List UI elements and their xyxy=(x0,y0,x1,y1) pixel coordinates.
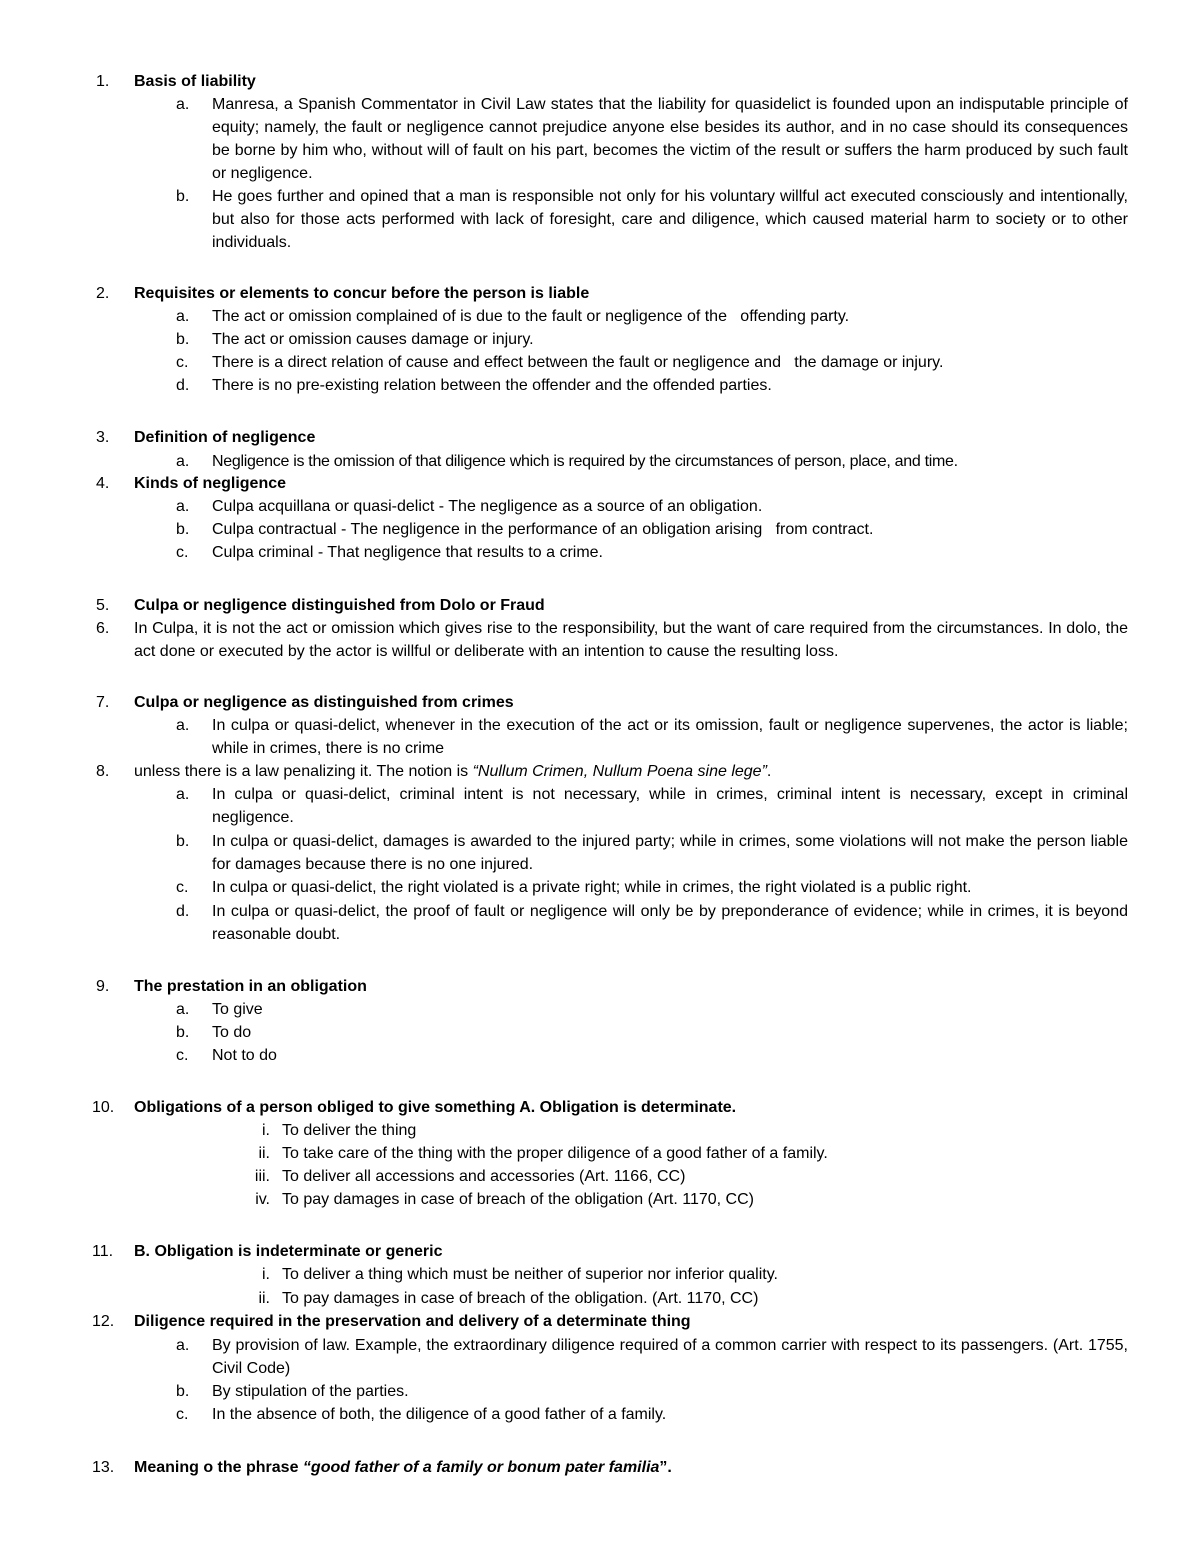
section-heading: Diligence required in the preservation and delivery of a determinate thing xyxy=(134,1313,691,1330)
item-marker: b. xyxy=(176,833,190,850)
item-text: There is no pre-existing relation between the offender and the offended parties. xyxy=(212,377,772,394)
item-text: The act or omission causes damage or injury. xyxy=(212,331,534,348)
section-number: 2. xyxy=(96,285,110,302)
section-number: 8. xyxy=(96,763,110,780)
item-text: Negligence is the omission of that diligence which is required by the circumstances of person, place, and time. xyxy=(212,453,958,470)
item-marker: a. xyxy=(176,453,190,470)
item-text: In culpa or quasi-delict, whenever in the execution of the act or its omission, fault or negligence supervenes, the actor is liable; while in crimes, there is no crime xyxy=(212,717,1128,757)
item-text: In the absence of both, the diligence of a good father of a family. xyxy=(212,1406,667,1423)
section-heading: B. Obligation is indeterminate or generic xyxy=(134,1243,443,1260)
item-marker: c. xyxy=(176,544,189,561)
latin-phrase: “good father of a family or bonum pater familia xyxy=(302,1459,660,1476)
item-marker: iv. xyxy=(255,1191,270,1208)
item-marker: c. xyxy=(176,354,189,371)
item-text: By provision of law. Example, the extraordinary diligence required of a common carrier with respect to its passengers. (Art. 1755, Civil Code) xyxy=(212,1337,1128,1377)
item-marker: a. xyxy=(176,1001,190,1018)
item-text: The act or omission complained of is due to the fault or negligence of the offending party. xyxy=(212,308,850,325)
section-text xyxy=(134,760,1128,783)
section-heading: The prestation in an obligation xyxy=(134,978,367,995)
section-heading: Definition of negligence xyxy=(134,429,316,446)
section-heading: Obligations of a person obliged to give something A. Obligation is determinate. xyxy=(134,1099,737,1116)
text-before: unless there is a law penalizing it. The notion is xyxy=(134,763,473,780)
item-marker: b. xyxy=(176,1024,190,1041)
item-marker: iii. xyxy=(254,1168,270,1185)
item-text: There is a direct relation of cause and effect between the fault or negligence and the damage or injury. xyxy=(212,354,944,371)
section-heading: Culpa or negligence as distinguished from crimes xyxy=(134,694,514,711)
item-marker: b. xyxy=(176,1383,190,1400)
item-text: To pay damages in case of breach of the obligation (Art. 1170, CC) xyxy=(282,1191,754,1208)
item-marker: a. xyxy=(176,498,190,515)
section-number: 6. xyxy=(96,620,110,637)
section-number: 10. xyxy=(92,1099,115,1116)
section-number: 7. xyxy=(96,694,110,711)
item-text: He goes further and opined that a man is responsible not only for his voluntary willful act executed consciously and intentionally, but also for those acts performed with lack of foresight, care and diligence, which caused material harm to society or to other individuals. xyxy=(212,188,1128,251)
item-marker: b. xyxy=(176,521,190,538)
section-heading: Culpa or negligence distinguished from Dolo or Fraud xyxy=(134,597,545,614)
section-number: 13. xyxy=(92,1459,115,1476)
section-heading: Kinds of negligence xyxy=(134,475,287,492)
section-heading: Requisites or elements to concur before the person is liable xyxy=(134,285,590,302)
section-number: 12. xyxy=(92,1313,115,1330)
item-marker: a. xyxy=(176,1337,190,1354)
item-text: Culpa criminal - That negligence that results to a crime. xyxy=(212,544,603,561)
heading-after: ”. xyxy=(659,1459,672,1476)
item-text: To pay damages in case of breach of the obligation. (Art. 1170, CC) xyxy=(282,1290,759,1307)
item-marker: a. xyxy=(176,96,190,113)
item-text: In culpa or quasi-delict, the right violated is a private right; while in crimes, the right violated is a public right. xyxy=(212,879,972,896)
item-marker: b. xyxy=(176,331,190,348)
item-text: To deliver the thing xyxy=(282,1122,417,1139)
section-text: In Culpa, it is not the act or omission which gives rise to the responsibility, but the want of care required from the circumstances. In dolo, the act done or executed by the actor is willful or deliberate with an intention to cause the resulting loss. xyxy=(134,620,1128,660)
item-text: To deliver all accessions and accessories (Art. 1166, CC) xyxy=(282,1168,686,1185)
item-marker: i. xyxy=(262,1266,270,1283)
item-marker: c. xyxy=(176,879,189,896)
section-number: 11. xyxy=(92,1243,114,1260)
item-marker: i. xyxy=(262,1122,270,1139)
section-number: 1. xyxy=(96,73,110,90)
item-text: Manresa, a Spanish Commentator in Civil Law states that the liability for quasidelict is founded upon an indisputable principle of equity; namely, the fault or negligence cannot prejudice anyone else besides its author, and in no case should its consequences be borne by him who, without will of fault on his part, becomes the victim of the result or suffers the harm produced by such fault or negligence. xyxy=(212,96,1128,182)
item-marker: c. xyxy=(176,1406,189,1423)
item-text: In culpa or quasi-delict, criminal intent is not necessary, while in crimes, criminal intent is necessary, except in criminal negligence. xyxy=(212,786,1128,826)
item-text: Not to do xyxy=(212,1047,277,1064)
section-heading: Basis of liability xyxy=(134,73,256,90)
item-text: To take care of the thing with the proper diligence of a good father of a family. xyxy=(282,1145,828,1162)
section-number: 9. xyxy=(96,978,110,995)
text-after: . xyxy=(766,763,772,780)
item-marker: a. xyxy=(176,717,190,734)
item-marker: a. xyxy=(176,786,190,803)
item-text: To give xyxy=(212,1001,263,1018)
item-marker: ii. xyxy=(258,1290,270,1307)
heading-before: Meaning o the phrase xyxy=(134,1459,303,1476)
item-text: To deliver a thing which must be neither of superior nor inferior quality. xyxy=(282,1266,778,1283)
section-number: 5. xyxy=(96,597,110,614)
item-text: In culpa or quasi-delict, the proof of fault or negligence will only be by preponderance of evidence; while in crimes, it is beyond reasonable doubt. xyxy=(212,903,1128,943)
item-text: Culpa contractual - The negligence in the performance of an obligation arising from contract. xyxy=(212,521,874,538)
item-text: Culpa acquillana or quasi-delict - The negligence as a source of an obligation. xyxy=(212,498,763,515)
item-marker: c. xyxy=(176,1047,189,1064)
item-marker: d. xyxy=(176,903,190,920)
section-number: 3. xyxy=(96,429,110,446)
latin-maxim: “Nullum Crimen, Nullum Poena sine lege” xyxy=(472,763,767,780)
item-marker: d. xyxy=(176,377,190,394)
item-marker: a. xyxy=(176,308,190,325)
item-text: To do xyxy=(212,1024,252,1041)
item-marker: b. xyxy=(176,188,190,205)
section-number: 4. xyxy=(96,475,110,492)
section-heading xyxy=(134,1456,1128,1479)
item-marker: ii. xyxy=(258,1145,270,1162)
item-text: In culpa or quasi-delict, damages is awarded to the injured party; while in crimes, some violations will not make the person liable for damages because there is no one injured. xyxy=(212,833,1128,873)
item-text: By stipulation of the parties. xyxy=(212,1383,409,1400)
